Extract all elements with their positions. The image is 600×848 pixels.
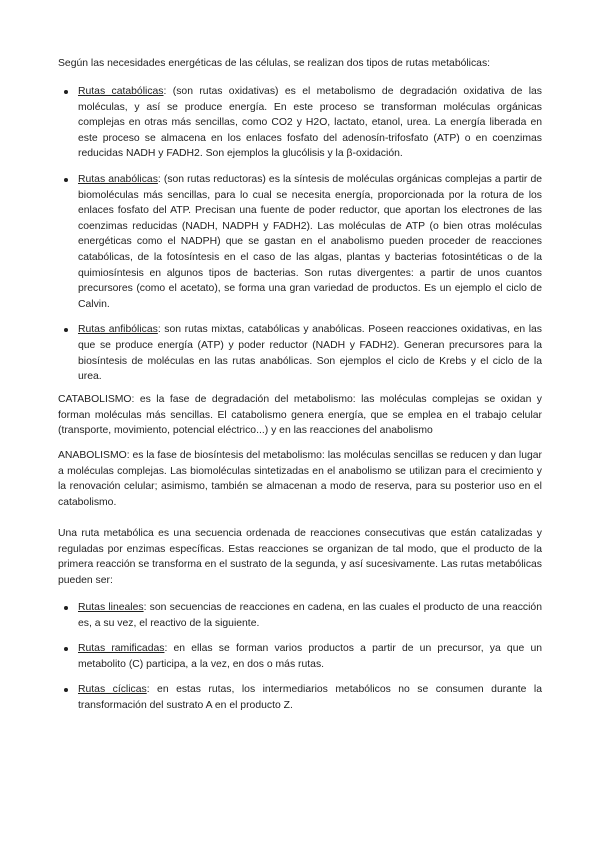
term-amphibolic-routes: Rutas anfibólicas — [78, 324, 158, 336]
intro-paragraph: Según las necesidades energéticas de las células, se realizan dos tipos de rutas metabólicas: — [58, 58, 491, 69]
list-item-anabolic-routes — [58, 172, 542, 312]
description-branched-routes: : en ellas se forman varios productos a partir de un precursor, ya que un metabolito (C) participa, a la vez, en dos o más rutas. — [78, 643, 543, 670]
anabolism-paragraph: ANABOLISMO: es la fase de biosíntesis del metabolismo: las moléculas sencillas se reducen y dan lugar a moléculas complejas. Las biomoléculas sintetizadas en el anabolismo se utilizan para el crecimiento y la renovación celular; asimismo, también se almacenan a modo de reserva, para su posterior uso en el catabolismo. — [58, 450, 542, 508]
description-catabolic-routes: : (son rutas oxidativas) es el metabolismo de degradación oxidativa de las moléculas, y así se produce energía. En este proceso se transforman moléculas orgánicas complejas en otras más sencillas, como CO2 y H2O, lactato, etanol, urea. La energía liberada en este proceso se almacena en los enlaces fosfato del adenosín-trifosfato (ATP) o en coenzimas reducidas NADH y FADH2. Son ejemplos la glucólisis y la β-oxidación. — [78, 86, 543, 160]
list-item-linear-routes — [58, 600, 542, 631]
bullet-icon — [64, 606, 68, 610]
list-item-branched-routes — [58, 641, 542, 672]
energy-routes-list — [58, 84, 542, 395]
bullet-icon — [64, 647, 68, 651]
list-item-amphibolic-routes — [58, 322, 542, 384]
term-catabolic-routes: Rutas catabólicas — [78, 86, 164, 97]
term-linear-routes: Rutas lineales — [78, 602, 144, 613]
description-cyclic-routes: : en estas rutas, los intermediarios metabólicos no se consumen durante la transformación del sustrato A en el producto Z. — [78, 684, 542, 711]
metabolic-route-definition: Una ruta metabólica es una secuencia ordenada de reacciones consecutivas que están catalizadas y reguladas por enzimas específicas. Estas reacciones se organizan de tal modo, que el producto de la primera reacción se transforma en el sustrato de la segunda, y así sucesivamente. Las rutas metabólicas pueden ser: — [58, 528, 542, 586]
term-cyclic-routes: Rutas cíclicas — [78, 684, 147, 696]
list-item-cyclic-routes — [58, 682, 542, 713]
bullet-icon — [64, 688, 68, 692]
bullet-icon — [64, 178, 68, 182]
list-item-catabolic-routes — [58, 84, 542, 162]
term-branched-routes: Rutas ramificadas — [78, 643, 165, 655]
route-shapes-list — [58, 600, 542, 724]
catabolism-paragraph: CATABOLISMO: es la fase de degradación del metabolismo: las moléculas complejas se oxidan y forman moléculas más sencillas. El catabolismo genera energía, que se emplea en el trabajo celular (transporte, movimiento, potencial eléctrico...) y en las reacciones del anabolismo — [58, 394, 542, 437]
description-linear-routes: : son secuencias de reacciones en cadena, en las cuales el producto de una reacción es, a su vez, el reactivo de la siguiente. — [78, 602, 542, 629]
bullet-icon — [64, 328, 68, 332]
description-anabolic-routes: : (son rutas reductoras) es la síntesis de moléculas orgánicas complejas a partir de biomoléculas más sencillas, para lo cual se necesita energía, proporcionada por la rotura de los enlaces fosfato del ATP. Precisan una fuente de poder reductor, que aportan los electrones de las coenzimas reducidas (NADH, NADPH y FADH2). Las moléculas de ATP (o bien otras moléculas energéticas como el NADPH) que se gastan en el anabolismo pueden proceder de reacciones catabólicas, de la fotosíntesis en el caso de las algas, plantas y bacterias fotosintéticas o de la quimiosíntesis en algunos tipos de bacterias. Son rutas divergentes: a partir de unos cuantos precursores (como el acetato), se forma una gran variedad de productos. Es un ejemplo el ciclo de Calvin. — [78, 173, 543, 310]
description-amphibolic-routes: : son rutas mixtas, catabólicas y anabólicas. Poseen reacciones oxidativas, en las que se produce energía (ATP) y poder reductor (NADH y FADH2). Generan precursores para la biosíntesis de moléculas en las rutas anabólicas. Son ejemplos el ciclo de Krebs y el ciclo de la urea. — [78, 324, 542, 383]
term-anabolic-routes: Rutas anabólicas — [78, 173, 158, 185]
bullet-icon — [64, 90, 68, 94]
